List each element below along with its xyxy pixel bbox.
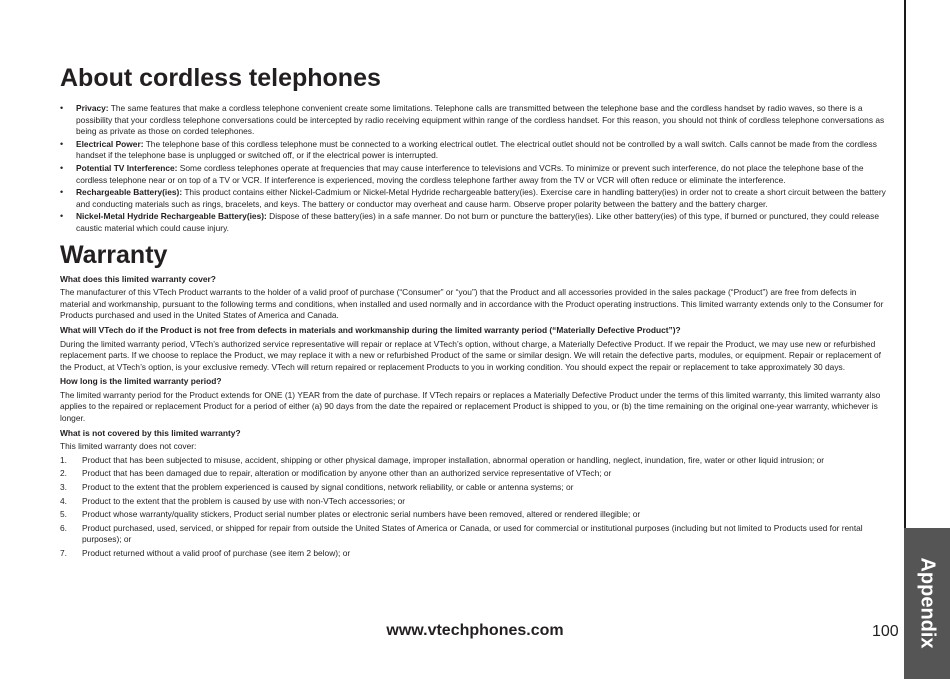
list-item: • Rechargeable Battery(ies): This product contains either Nickel-Cadmium or Nickel-Metal Hydride rechargeable battery(ies). Exercise care in handling battery(ies) in order not to create a short circuit between the battery and conducting materials such as rings, bracelets, and keys. The battery or conductor may overheat and cause harm. Observe proper polarity between the battery and the battery charger.: [60, 187, 886, 210]
warranty-answer: During the limited warranty period, VTech’s authorized service representative will repair or replace at VTech’s option, without charge, a Materially Defective Product. If we repair the Product, we may use new or refurbished replacement parts. If we choose to replace the Product, we may replace it with a new or refurbished Product of the same or similar design. We will retain the defective parts, modules, or equipment. Repair or replacement of the Product, at VTech’s option, is your exclusive remedy. VTech will return repaired or replacement Products to you in working condition. You should expect the repair or replacement to take approximately 30 days.: [60, 338, 881, 372]
list-item: • Electrical Power: The telephone base of this cordless telephone must be connected to a working electrical outlet. The electrical outlet should not be controlled by a wall switch. Calls cannot be made from the cordless handset if the telephone base is unplugged or switched off, or if the electrical power is interrupted.: [60, 139, 886, 162]
warranty-question: What will VTech do if the Product is not free from defects in materials and workmanship during the limited warranty period (“Materially Defective Product”)?: [60, 324, 681, 335]
appendix-tab: [904, 528, 950, 679]
appendix-tab-label: Appendix: [916, 557, 939, 649]
warranty-answer: The manufacturer of this VTech Product warrants to the holder of a valid proof of purchase (“Consumer” or “you”) that the Product and all accessories provided in the sales package (“Product”) are free from defects in material and workmanship, pursuant to the following terms and conditions, when installed and used normally and in accordance with the Product operating instructions. This limited warranty extends only to the Consumer for Products purchased and used in the United States of America and Canada.: [60, 287, 884, 321]
warranty-question: What is not covered by this limited warranty?: [60, 427, 241, 438]
margin-rule: [904, 0, 906, 530]
section-title-cordless: About cordless telephones: [60, 64, 381, 92]
exclusions-list: [60, 455, 886, 560]
list-item: • Privacy: The same features that make a cordless telephone convenient create some limitations. Telephone calls are transmitted between the telephone base and the cordless handset by radio waves, so there is a possibility that your cordless telephone conversations could be intercepted by radio receiving equipment within range of the cordless handset. For this reason, you should not think of cordless telephone conversations as being as private as those on corded telephones.: [60, 103, 886, 138]
list-item: • Potential TV Interference: Some cordless telephones operate at frequencies that may cause interference to televisions and VCRs. To minimize or prevent such interference, do not place the telephone base of the cordless telephone near or on top of a TV or VCR. If interference is experienced, moving the cordless telephone farther away from the TV or VCR will often reduce or eliminate the interference.: [60, 163, 886, 186]
section-title-warranty: Warranty: [60, 240, 168, 269]
list-item: 1. Product that has been subjected to misuse, accident, shipping or other physical damage, improper installation, abnormal operation or handling, neglect, inundation, fire, water or other liquid intrusion; or: [60, 454, 825, 465]
warranty-question: What does this limited warranty cover?: [60, 273, 216, 284]
warranty-question: How long is the limited warranty period?: [60, 376, 222, 387]
warranty-answer: This limited warranty does not cover:: [60, 441, 197, 452]
footer-url[interactable]: www.vtechphones.com: [386, 622, 564, 639]
warranty-answer: The limited warranty period for the Product extends for ONE (1) YEAR from the date of purchase. If VTech repairs or replaces a Materially Defective Product under the terms of this limited warranty, this limited warranty also applies to the repaired or replacement Product for a period of either (a) 90 days from the date the repaired or replacement Product is shipped to you, or (b) the time remaining on the original one-year warranty, whichever is longer.: [60, 389, 881, 424]
list-item: 5. Product whose warranty/quality stickers, Product serial number plates or electronic serial numbers have been removed, altered or rendered illegible; or: [60, 509, 641, 520]
list-item: • Nickel-Metal Hydride Rechargeable Battery(ies): Dispose of these battery(ies) in a safe manner. Do not burn or puncture the battery(ies). Like other battery(ies) of this type, if burned or punctured, they could release caustic material which could cause injury.: [60, 211, 886, 234]
page-content: [60, 62, 886, 562]
page-number: 100: [872, 623, 899, 640]
cordless-bullet-list: [60, 103, 886, 235]
list-item: 3. Product to the extent that the problem experienced is caused by signal conditions, network reliability, or cable or antenna systems; or: [60, 482, 574, 493]
list-item: 7. Product returned without a valid proof of purchase (see item 2 below); or: [60, 548, 351, 558]
list-item: 6. Product purchased, used, serviced, or shipped for repair from outside the United States of America or Canada, or used for commercial or institutional purposes (including but not limited to Products used for rental purposes); or: [60, 522, 863, 545]
list-item: 4. Product to the extent that the problem is caused by use with non-VTech accessories; or: [60, 495, 406, 506]
list-item: 2. Product that has been damaged due to repair, alteration or modification by anyone other than an authorized service representative of VTech; or: [60, 468, 612, 479]
